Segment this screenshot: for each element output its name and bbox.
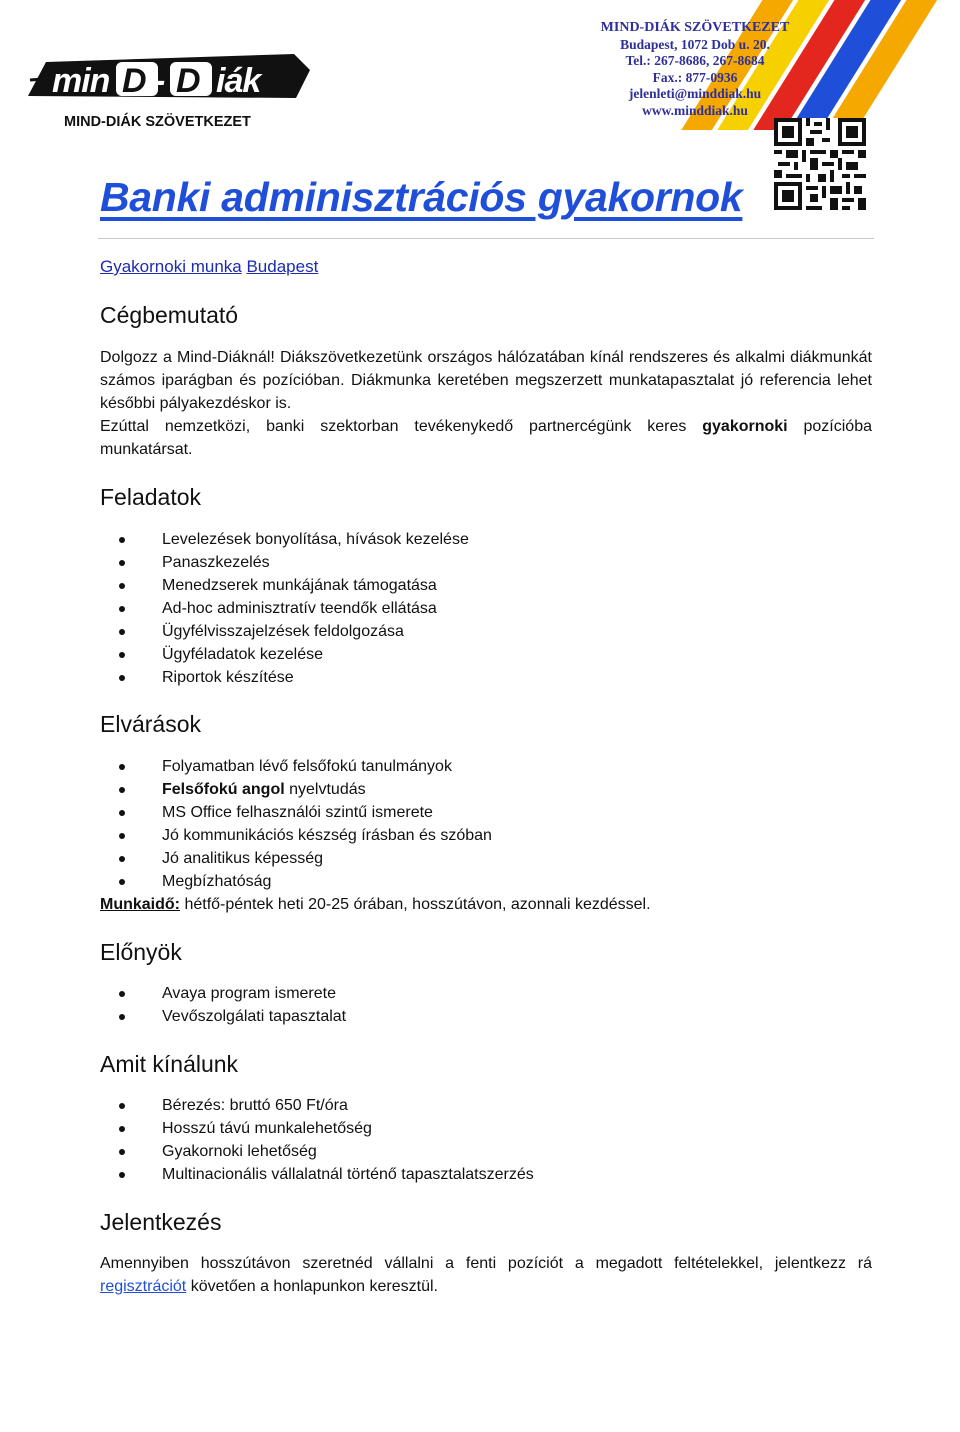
tag-location[interactable]: Budapest — [246, 257, 319, 276]
page-title: Banki adminisztrációs gyakornok — [100, 174, 743, 220]
list-item-text: Riportok készítése — [162, 669, 294, 686]
bullet-icon — [119, 879, 125, 885]
bullet-icon — [119, 1014, 125, 1020]
offer-list — [100, 1094, 534, 1186]
bullet-icon — [119, 629, 125, 635]
list-item — [100, 778, 492, 801]
company-contact — [580, 20, 810, 119]
tag-category[interactable]: Gyakornoki munka — [100, 257, 242, 276]
bullet-icon — [119, 1172, 125, 1178]
list-item-text: Megbízhatóság — [162, 873, 272, 890]
heading-tasks: Feladatok — [100, 484, 202, 510]
company-email[interactable]: jelenleti@minddiak.hu — [628, 86, 762, 101]
svg-text:D: D — [176, 62, 201, 100]
heading-apply: Jelentkezés — [100, 1209, 222, 1235]
svg-text:D: D — [122, 62, 147, 100]
company-partner-text — [100, 415, 872, 461]
list-item-text: Jó kommunikációs készség írásban és szóban — [162, 827, 492, 844]
list-item-text: Ügyféladatok kezelése — [162, 646, 323, 663]
list-item-bold: Felsőfokú angol — [162, 781, 285, 798]
heading-requirements: Elvárások — [100, 711, 201, 737]
list-item — [100, 870, 492, 893]
bullet-icon — [119, 606, 125, 612]
company-tel: Tel.: 267-8686, 267-8684 — [625, 53, 765, 68]
worktime-note — [100, 893, 651, 916]
company-fax: Fax.: 877-0936 — [652, 69, 738, 85]
list-item — [100, 666, 469, 689]
bullet-icon — [119, 991, 125, 997]
list-item — [100, 847, 492, 870]
list-item-text: Ügyfélvisszajelzések feldolgozása — [162, 623, 404, 640]
partner-text-bold: gyakornoki — [702, 418, 788, 435]
company-website[interactable]: www.minddiak.hu — [642, 102, 748, 118]
svg-text:iák: iák — [216, 62, 261, 100]
minddiak-logo — [24, 26, 314, 136]
list-item-text: Avaya program ismerete — [162, 985, 336, 1002]
company-description: Dolgozz a Mind-Diáknál! Diákszövetkezetünk országos hálózatában kínál rendszeres és alkalmi diákmunkát számos iparágban és pozícióban. Diákmunka keretében megszerzett munkatapasztalat jó referencia lehet későbbi pályakezdéskor is. — [100, 349, 872, 412]
company-name: MIND-DIÁK SZÖVETKEZET — [600, 20, 790, 35]
partner-text-start: Ezúttal nemzetközi, banki szektorban tevékenykedő partnercégünk keres — [100, 418, 703, 435]
bullet-icon — [119, 560, 125, 566]
list-item-text: Levelezések bonyolítása, hívások kezelése — [162, 531, 469, 548]
bullet-icon — [119, 764, 125, 770]
list-item — [100, 982, 346, 1005]
bullet-icon — [119, 1126, 125, 1132]
list-item — [100, 643, 469, 666]
apply-text-start: Amennyiben hosszútávon szeretnéd vállalni a fenti pozíciót a megadott feltételekkel, jelentkezz rá — [100, 1255, 872, 1272]
list-item-text: Vevőszolgálati tapasztalat — [162, 1008, 347, 1025]
list-item — [100, 1005, 346, 1028]
list-item-text: Ad-hoc adminisztratív teendők ellátása — [162, 600, 437, 617]
list-item-text: Folyamatban lévő felsőfokú tanulmányok — [162, 758, 452, 775]
partner-text-end: pozícióba munkatársat. — [100, 418, 873, 458]
bullet-icon — [119, 810, 125, 816]
list-item — [100, 574, 469, 597]
list-item — [100, 528, 469, 551]
company-address: Budapest, 1072 Dob u. 20. — [620, 36, 770, 52]
list-item-text: Jó analitikus képesség — [162, 850, 323, 867]
list-item — [100, 1140, 534, 1163]
logo-subtitle: MIND-DIÁK SZÖVETKEZET — [64, 114, 251, 130]
list-item — [100, 824, 492, 847]
list-item-text: MS Office felhasználói szintű ismerete — [162, 804, 433, 821]
list-item — [100, 597, 469, 620]
list-item — [100, 801, 492, 824]
bullet-icon — [119, 787, 125, 793]
svg-text:-: - — [154, 62, 166, 100]
list-item-text: Bérezés: bruttó 650 Ft/óra — [162, 1097, 348, 1114]
heading-company: Cégbemutató — [100, 302, 239, 328]
bullet-icon — [119, 652, 125, 658]
qr-code-icon[interactable] — [774, 118, 866, 210]
bullet-icon — [119, 856, 125, 862]
list-item — [100, 755, 492, 778]
bullet-icon — [119, 675, 125, 681]
list-item — [100, 1163, 534, 1186]
apply-text — [100, 1252, 872, 1298]
bullet-icon — [119, 1149, 125, 1155]
worktime-text: hétfő-péntek heti 20-25 órában, hosszútávon, azonnali kezdéssel. — [180, 896, 651, 913]
svg-text:min: min — [52, 62, 110, 100]
job-tags — [100, 257, 318, 277]
bullet-icon — [119, 537, 125, 543]
list-item-text: Panaszkezelés — [162, 554, 270, 571]
worktime-label: Munkaidő: — [100, 896, 180, 913]
list-item — [100, 1117, 534, 1140]
list-item-text: Multinacionális vállalatnál történő tapasztalatszerzés — [162, 1166, 534, 1183]
title-divider — [98, 238, 874, 239]
list-item-text: nyelvtudás — [284, 781, 366, 798]
requirements-list — [100, 755, 492, 893]
bullet-icon — [119, 1103, 125, 1109]
list-item — [100, 1094, 534, 1117]
list-item-text: Menedzserek munkájának támogatása — [162, 577, 437, 594]
bullet-icon — [119, 833, 125, 839]
list-item — [100, 551, 469, 574]
heading-offer: Amit kínálunk — [100, 1051, 239, 1077]
advantages-list — [100, 982, 346, 1028]
tasks-list — [100, 528, 469, 689]
list-item-text: Hosszú távú munkalehetőség — [162, 1120, 372, 1137]
registration-link[interactable]: regisztrációt — [100, 1278, 187, 1295]
list-item-text: Gyakornoki lehetőség — [162, 1143, 317, 1160]
bullet-icon — [119, 583, 125, 589]
heading-advantages: Előnyök — [100, 939, 182, 965]
list-item — [100, 620, 469, 643]
apply-text-end: követően a honlapunkon keresztül. — [186, 1278, 438, 1295]
